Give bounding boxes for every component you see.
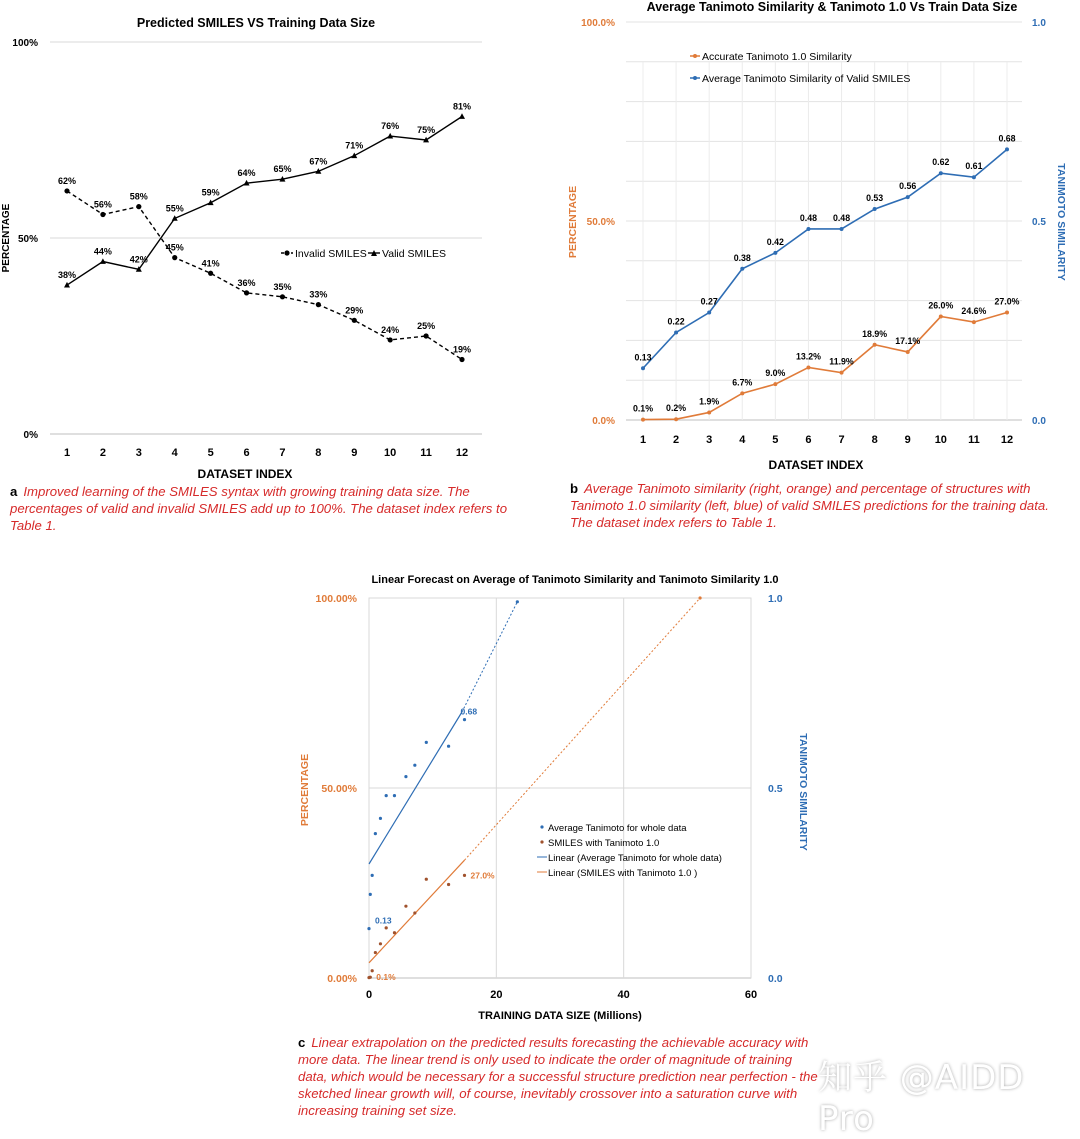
data-label: 38% bbox=[57, 270, 77, 281]
data-label: 0.27 bbox=[700, 296, 718, 307]
valid-smiles-point bbox=[64, 282, 70, 288]
y2-tick-label: 0.5 bbox=[768, 783, 783, 795]
extrapolation-average-line bbox=[462, 602, 517, 712]
x-tick-label: 3 bbox=[706, 434, 713, 446]
average-tanimoto-point bbox=[374, 832, 377, 835]
average-tanimoto-point bbox=[379, 817, 382, 820]
data-label: 0.61 bbox=[965, 161, 983, 172]
accurate-tanimoto-point bbox=[840, 371, 844, 375]
data-label: 62% bbox=[57, 175, 77, 186]
data-label: 24% bbox=[381, 324, 400, 335]
x-tick-label: 2 bbox=[673, 434, 680, 446]
valid-smiles-point bbox=[100, 258, 106, 264]
legend-valid-label: Valid SMILES bbox=[382, 248, 446, 260]
chart-c-x-axis-label: TRAINING DATA SIZE (Millions) bbox=[478, 1010, 642, 1022]
extrapolation-endpoint bbox=[698, 596, 701, 599]
data-label: 0.56 bbox=[899, 181, 917, 192]
caption-b bbox=[570, 480, 1070, 531]
chart-a-gridlines bbox=[50, 42, 482, 434]
smiles-tanimoto-point bbox=[371, 969, 374, 972]
data-label: 13.2% bbox=[795, 351, 821, 362]
chart-c-y-axis-label: PERCENTAGE bbox=[299, 753, 311, 827]
data-label: 11.9% bbox=[829, 356, 854, 367]
invalid-smiles-line bbox=[67, 191, 462, 360]
average-tanimoto-point bbox=[641, 366, 645, 370]
average-tanimoto-point bbox=[404, 775, 407, 778]
data-label: 41% bbox=[201, 258, 220, 269]
chart-a-series bbox=[58, 101, 471, 362]
data-label: 0.22 bbox=[667, 316, 685, 327]
accurate-tanimoto-line bbox=[643, 313, 1007, 420]
data-label: 55% bbox=[165, 203, 184, 214]
data-label: 42% bbox=[129, 254, 148, 265]
data-label: 0.42 bbox=[766, 236, 784, 247]
x-tick-label: 3 bbox=[135, 447, 142, 459]
x-tick-label: 8 bbox=[871, 434, 878, 446]
chart-a-x-axis-label: DATASET INDEX bbox=[197, 467, 293, 480]
invalid-smiles-point bbox=[136, 204, 141, 209]
invalid-smiles-point bbox=[172, 255, 177, 260]
data-label: 0.48 bbox=[799, 212, 818, 223]
chart-c-y-ticks bbox=[316, 593, 358, 985]
x-tick-label: 10 bbox=[934, 434, 947, 446]
data-label: 24.6% bbox=[961, 306, 987, 317]
point-label: 0.1% bbox=[376, 972, 396, 983]
x-tick-label: 5 bbox=[772, 434, 779, 446]
x-tick-label: 9 bbox=[351, 447, 358, 459]
data-label: 76% bbox=[381, 121, 400, 132]
chart-b-y-axis-label: PERCENTAGE bbox=[567, 185, 579, 259]
chart-b-y2-ticks bbox=[1032, 18, 1046, 427]
chart-c-y2-axis-label: TANIMOTO SIMILARITY bbox=[797, 733, 809, 851]
x-tick-label: 0 bbox=[365, 989, 373, 1001]
chart-b-series bbox=[633, 133, 1020, 421]
data-label: 58% bbox=[129, 191, 148, 202]
legend-accurate-label: Accurate Tanimoto 1.0 Similarity bbox=[702, 51, 852, 63]
chart-a-x-ticks bbox=[64, 447, 468, 459]
accurate-tanimoto-point bbox=[674, 417, 678, 421]
x-tick-label: 12 bbox=[455, 447, 469, 459]
average-tanimoto-point bbox=[939, 171, 943, 175]
caption-b-letter: b bbox=[570, 481, 579, 496]
accurate-tanimoto-point bbox=[939, 315, 943, 319]
legend-invalid-label: Invalid SMILES bbox=[295, 248, 367, 260]
chart-c-gridlines bbox=[369, 598, 751, 978]
y-tick-label: 50.00% bbox=[321, 783, 357, 795]
smiles-tanimoto-point bbox=[463, 874, 466, 877]
chart-b-title: Average Tanimoto Similarity & Tanimoto 1.0 Vs Train Data Size bbox=[646, 0, 1018, 14]
chart-a-title: Predicted SMILES VS Training Data Size bbox=[136, 16, 376, 30]
average-tanimoto-point bbox=[707, 311, 711, 315]
y-tick-label: 0.00% bbox=[327, 973, 357, 985]
data-label: 36% bbox=[237, 277, 256, 288]
smiles-tanimoto-point bbox=[385, 926, 388, 929]
chart-b-y2-axis-label: TANIMOTO SIMILARITY bbox=[1055, 163, 1067, 281]
accurate-tanimoto-point bbox=[972, 320, 976, 324]
chart-c-title: Linear Forecast on Average of Tanimoto Similarity and Tanimoto Similarity 1.0 bbox=[371, 574, 779, 586]
data-label: 33% bbox=[309, 289, 328, 300]
average-tanimoto-point bbox=[463, 718, 466, 721]
accurate-tanimoto-point bbox=[773, 382, 777, 386]
average-tanimoto-point bbox=[740, 267, 744, 271]
accurate-tanimoto-point bbox=[906, 350, 910, 354]
invalid-smiles-point bbox=[459, 357, 464, 362]
accurate-tanimoto-point bbox=[1005, 311, 1009, 315]
watermark: 知乎 @AIDD Pro bbox=[818, 1058, 1025, 1139]
data-label: 0.2% bbox=[666, 403, 687, 414]
data-label: 1.9% bbox=[699, 396, 720, 407]
data-label: 45% bbox=[165, 242, 184, 253]
chart-b-y-ticks bbox=[581, 18, 615, 427]
data-label: 0.68 bbox=[998, 133, 1016, 144]
average-tanimoto-point bbox=[385, 794, 388, 797]
legend-smiles-label: SMILES with Tanimoto 1.0 bbox=[548, 838, 660, 849]
smiles-tanimoto-point bbox=[413, 911, 416, 914]
accurate-tanimoto-point bbox=[707, 410, 711, 414]
smiles-tanimoto-point bbox=[369, 976, 372, 979]
average-tanimoto-line bbox=[643, 149, 1007, 368]
average-tanimoto-point bbox=[806, 227, 810, 231]
y2-tick-label: 0.0 bbox=[768, 973, 783, 985]
x-tick-label: 4 bbox=[739, 434, 746, 446]
smiles-tanimoto-point bbox=[393, 931, 396, 934]
caption-c bbox=[298, 1034, 823, 1119]
data-label: 18.9% bbox=[862, 328, 888, 339]
average-tanimoto-point bbox=[972, 175, 976, 179]
average-tanimoto-point bbox=[447, 745, 450, 748]
chart-c-linear-forecast bbox=[280, 565, 860, 1025]
data-label: 65% bbox=[273, 164, 292, 175]
point-label: 0.68 bbox=[460, 706, 478, 717]
smiles-tanimoto-point bbox=[425, 878, 428, 881]
invalid-smiles-point bbox=[208, 271, 213, 276]
chart-a-y-axis-label: PERCENTAGE bbox=[1, 203, 12, 273]
data-label: 59% bbox=[201, 187, 220, 198]
caption-c-letter: c bbox=[298, 1035, 306, 1050]
chart-b-x-ticks bbox=[640, 434, 1013, 446]
invalid-smiles-point bbox=[280, 294, 285, 299]
chart-c-x-ticks bbox=[366, 989, 757, 1001]
data-label: 81% bbox=[452, 101, 472, 112]
caption-a-text: Improved learning of the SMILES syntax with growing training data size. The percentages of valid and invalid SMILES add up to 100%. The dataset index refers to Table 1. bbox=[10, 484, 508, 533]
invalid-smiles-point bbox=[352, 318, 357, 323]
x-tick-label: 1 bbox=[639, 434, 647, 446]
smiles-tanimoto-point bbox=[447, 883, 450, 886]
x-tick-label: 4 bbox=[171, 447, 178, 459]
x-tick-label: 7 bbox=[838, 434, 845, 446]
data-label: 9.0% bbox=[765, 368, 786, 379]
legend-invalid-marker bbox=[284, 250, 289, 255]
y-tick-label: 100.0% bbox=[581, 18, 615, 29]
average-tanimoto-point bbox=[906, 195, 910, 199]
extrapolation-smiles-line bbox=[465, 598, 701, 860]
data-label: 6.7% bbox=[732, 377, 753, 388]
legend-average-label: Average Tanimoto Similarity of Valid SMILES bbox=[702, 73, 911, 85]
y-tick-label: 100.00% bbox=[315, 593, 357, 605]
point-label: 27.0% bbox=[470, 870, 495, 881]
legend-linear-avg-label: Linear (Average Tanimoto for whole data) bbox=[548, 853, 722, 864]
y2-tick-label: 1.0 bbox=[768, 593, 783, 605]
data-label: 0.13 bbox=[634, 352, 652, 363]
data-label: 29% bbox=[345, 305, 364, 316]
y-tick-label: 100% bbox=[12, 38, 38, 49]
legend-smiles-marker bbox=[540, 840, 543, 843]
data-label: 56% bbox=[93, 199, 112, 210]
valid-smiles-point bbox=[459, 113, 465, 119]
data-label: 75% bbox=[417, 125, 436, 135]
x-tick-label: 1 bbox=[63, 447, 71, 459]
smiles-tanimoto-point bbox=[404, 905, 407, 908]
x-tick-label: 12 bbox=[1000, 434, 1014, 446]
caption-a bbox=[10, 483, 510, 534]
x-tick-label: 7 bbox=[279, 447, 286, 459]
average-tanimoto-point bbox=[367, 927, 370, 930]
caption-b-text: Average Tanimoto similarity (right, orange) and percentage of structures with Tanimoto 1.0 similarity (left, blue) of valid SMILES predictions for the training data. The dataset index refers to Table 1. bbox=[570, 481, 1049, 530]
chart-a-legend bbox=[281, 248, 446, 260]
x-tick-label: 20 bbox=[490, 989, 503, 1001]
y-tick-label: 50% bbox=[17, 234, 38, 245]
x-tick-label: 9 bbox=[904, 434, 911, 446]
average-tanimoto-point bbox=[1005, 147, 1009, 151]
chart-c-legend bbox=[537, 823, 722, 879]
data-label: 0.53 bbox=[866, 193, 884, 204]
invalid-smiles-point bbox=[64, 188, 69, 193]
data-label: 25% bbox=[417, 321, 436, 331]
x-tick-label: 5 bbox=[207, 447, 214, 459]
chart-b-x-axis-label: DATASET INDEX bbox=[768, 458, 864, 472]
invalid-smiles-point bbox=[423, 333, 428, 338]
chart-b-tanimoto bbox=[540, 0, 1080, 480]
legend-accurate-marker bbox=[693, 54, 697, 58]
data-label: 71% bbox=[345, 140, 364, 151]
chart-c-series bbox=[367, 596, 701, 982]
x-tick-label: 10 bbox=[384, 447, 397, 459]
smiles-tanimoto-point bbox=[374, 951, 377, 954]
chart-a-y-ticks bbox=[12, 38, 38, 441]
average-tanimoto-point bbox=[674, 330, 678, 334]
average-tanimoto-point bbox=[425, 741, 428, 744]
smiles-tanimoto-point bbox=[379, 942, 382, 945]
x-tick-label: 6 bbox=[805, 434, 812, 446]
data-label: 19% bbox=[452, 344, 472, 355]
data-label: 0.62 bbox=[932, 157, 950, 168]
invalid-smiles-point bbox=[316, 302, 321, 307]
average-tanimoto-point bbox=[413, 764, 416, 767]
data-label: 26.0% bbox=[928, 300, 954, 311]
x-tick-label: 60 bbox=[744, 989, 758, 1001]
y2-tick-label: 0.0 bbox=[1032, 416, 1046, 427]
point-label: 0.13 bbox=[375, 915, 392, 926]
data-label: 35% bbox=[273, 281, 292, 292]
data-label: 17.1% bbox=[895, 335, 921, 346]
x-tick-label: 2 bbox=[99, 447, 106, 459]
legend-average-marker bbox=[693, 76, 697, 80]
x-tick-label: 6 bbox=[243, 447, 250, 459]
extrapolation-endpoint bbox=[516, 600, 519, 603]
caption-c-text: Linear extrapolation on the predicted results forecasting the achievable accuracy with more data. The linear trend is only used to indicate the order of magnitude of training data, which would be necessary for a successful structure prediction near perfection - the sketched linear growth will, of course, inevitably crossover into a saturation curve with increasing training set size. bbox=[298, 1035, 818, 1118]
legend-avg-whole-label: Average Tanimoto for whole data bbox=[548, 823, 687, 834]
accurate-tanimoto-point bbox=[641, 418, 645, 422]
data-label: 64% bbox=[237, 168, 256, 179]
x-tick-label: 40 bbox=[617, 989, 630, 1001]
caption-a-letter: a bbox=[10, 484, 18, 499]
data-label: 27.0% bbox=[994, 296, 1020, 307]
average-tanimoto-point bbox=[840, 227, 844, 231]
y-tick-label: 50.0% bbox=[586, 217, 615, 228]
x-tick-label: 11 bbox=[968, 434, 980, 446]
y2-tick-label: 0.5 bbox=[1032, 217, 1046, 228]
average-tanimoto-point bbox=[393, 794, 396, 797]
accurate-tanimoto-point bbox=[873, 343, 877, 347]
y2-tick-label: 1.0 bbox=[1032, 18, 1046, 29]
linear-fit-smiles-line bbox=[369, 860, 465, 963]
invalid-smiles-point bbox=[244, 290, 249, 295]
legend-linear-smiles-label: Linear (SMILES with Tanimoto 1.0 ) bbox=[548, 868, 698, 879]
average-tanimoto-point bbox=[369, 893, 372, 896]
accurate-tanimoto-point bbox=[806, 365, 810, 369]
invalid-smiles-point bbox=[100, 212, 105, 217]
accurate-tanimoto-point bbox=[740, 391, 744, 395]
average-tanimoto-point bbox=[371, 874, 374, 877]
data-label: 0.48 bbox=[832, 212, 851, 223]
y-tick-label: 0% bbox=[23, 430, 38, 441]
data-label: 0.38 bbox=[733, 252, 751, 263]
invalid-smiles-point bbox=[388, 337, 393, 342]
data-label: 0.1% bbox=[632, 403, 654, 414]
chart-b-legend bbox=[690, 51, 910, 85]
average-tanimoto-point bbox=[773, 251, 777, 255]
chart-a-predicted-smiles bbox=[0, 0, 540, 480]
average-tanimoto-point bbox=[873, 207, 877, 211]
x-tick-label: 11 bbox=[420, 447, 432, 459]
x-tick-label: 8 bbox=[315, 447, 322, 459]
legend-avg-whole-marker bbox=[540, 825, 543, 828]
y-tick-label: 0.0% bbox=[592, 416, 615, 427]
chart-c-y2-ticks bbox=[768, 593, 783, 985]
data-label: 67% bbox=[309, 156, 328, 167]
data-label: 44% bbox=[93, 246, 112, 257]
